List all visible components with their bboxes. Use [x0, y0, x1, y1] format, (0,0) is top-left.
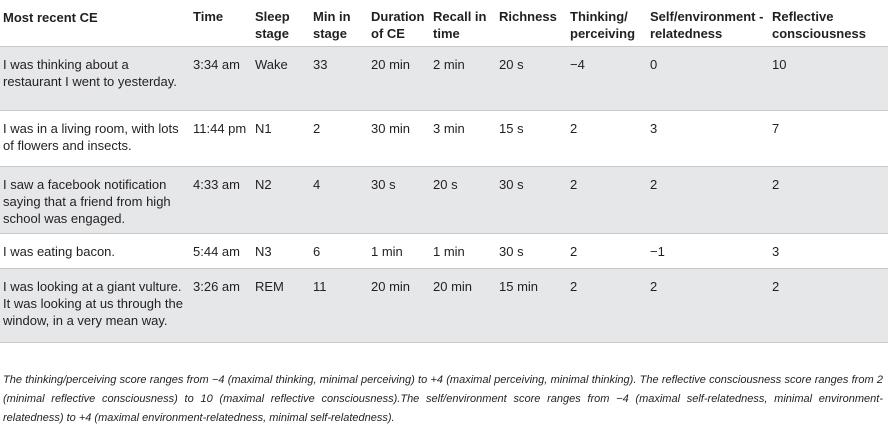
cell-most-recent-ce: I was eating bacon. — [3, 244, 116, 259]
header-min-in-stage: Min in stage — [313, 9, 351, 41]
header-recall-in-time: Recall in time — [433, 9, 487, 41]
cell-most-recent-ce: I was thinking about a restaurant I went to yesterday. — [3, 57, 177, 89]
cell-reflective-consciousness: 10 — [772, 57, 787, 72]
cell-richness: 15 min — [499, 279, 539, 294]
cell-recall-in-time: 2 min — [433, 57, 465, 72]
header-time: Time — [193, 9, 224, 24]
cell-sleep-stage: N1 — [255, 121, 272, 136]
cell-time: 5:44 am — [193, 244, 240, 259]
table-row — [0, 111, 888, 167]
cell-most-recent-ce: I was looking at a giant vulture. It was looking at us through the window, in a very mean way. — [3, 279, 183, 328]
cell-self-environment-relatedness: 2 — [650, 279, 658, 294]
cell-richness: 20 s — [499, 57, 524, 72]
cell-duration-of-ce: 1 min — [371, 244, 403, 259]
cell-sleep-stage: REM — [255, 279, 284, 294]
cell-min-in-stage: 4 — [313, 177, 321, 192]
header-duration-of-ce: Duration of CE — [371, 9, 425, 41]
cell-min-in-stage: 2 — [313, 121, 321, 136]
cell-sleep-stage: N3 — [255, 244, 272, 259]
header-sleep-stage: Sleep stage — [255, 9, 290, 41]
cell-most-recent-ce: I was in a living room, with lots of flowers and insects. — [3, 121, 179, 153]
cell-richness: 30 s — [499, 244, 524, 259]
cell-reflective-consciousness: 7 — [772, 121, 780, 136]
header-most-recent-ce: Most recent CE — [3, 10, 98, 25]
cell-time: 3:26 am — [193, 279, 240, 294]
cell-reflective-consciousness: 2 — [772, 177, 780, 192]
cell-recall-in-time: 20 min — [433, 279, 473, 294]
cell-self-environment-relatedness: 0 — [650, 57, 658, 72]
cell-richness: 30 s — [499, 177, 524, 192]
cell-time: 3:34 am — [193, 57, 240, 72]
cell-duration-of-ce: 20 min — [371, 57, 411, 72]
cell-duration-of-ce: 30 s — [371, 177, 396, 192]
cell-time: 11:44 pm — [193, 121, 247, 136]
cell-reflective-consciousness: 3 — [772, 244, 780, 259]
cell-thinking-perceiving: 2 — [570, 177, 578, 192]
table-footnote: The thinking/perceiving score ranges from −4 (maximal thinking, minimal perceiving) to +4 (maximal perceiving, minimal thinking). The reflective consciousness score ranges from 2 (minimal reflective consciousness) to 10 (maximal reflective consciousness).The self/environment score ranges from −4 (maximal self-relatedness, minimal environment-relatedness) to +4 (maximal environment-relatedness, minimal self-relatedness). — [3, 374, 883, 424]
cell-self-environment-relatedness: 2 — [650, 177, 658, 192]
cell-sleep-stage: Wake — [255, 57, 288, 72]
header-reflective-consciousness: Reflective consciousness — [772, 9, 866, 41]
header-thinking-perceiving: Thinking/ perceiving — [570, 9, 636, 41]
cell-recall-in-time: 1 min — [433, 244, 465, 259]
cell-reflective-consciousness: 2 — [772, 279, 780, 294]
cell-min-in-stage: 6 — [313, 244, 321, 259]
table-row — [0, 234, 888, 269]
header-self-environment-relatedness: Self/environment -relatedness — [650, 9, 764, 41]
cell-time: 4:33 am — [193, 177, 240, 192]
cell-min-in-stage: 11 — [313, 279, 327, 294]
table-row — [0, 167, 888, 234]
cell-thinking-perceiving: 2 — [570, 121, 578, 136]
cell-most-recent-ce: I saw a facebook notification saying that a friend from high school was engaged. — [3, 177, 171, 226]
cell-richness: 15 s — [499, 121, 524, 136]
cell-thinking-perceiving: 2 — [570, 244, 578, 259]
table-row — [0, 47, 888, 111]
table-row — [0, 269, 888, 343]
cell-self-environment-relatedness: −1 — [650, 244, 665, 259]
header-row — [0, 0, 888, 47]
cell-recall-in-time: 3 min — [433, 121, 465, 136]
cell-duration-of-ce: 30 min — [371, 121, 411, 136]
cell-thinking-perceiving: 2 — [570, 279, 578, 294]
cell-thinking-perceiving: −4 — [570, 57, 585, 72]
cell-recall-in-time: 20 s — [433, 177, 458, 192]
cell-sleep-stage: N2 — [255, 177, 272, 192]
cell-min-in-stage: 33 — [313, 57, 328, 72]
header-richness: Richness — [499, 9, 557, 24]
cell-self-environment-relatedness: 3 — [650, 121, 658, 136]
cell-duration-of-ce: 20 min — [371, 279, 411, 294]
